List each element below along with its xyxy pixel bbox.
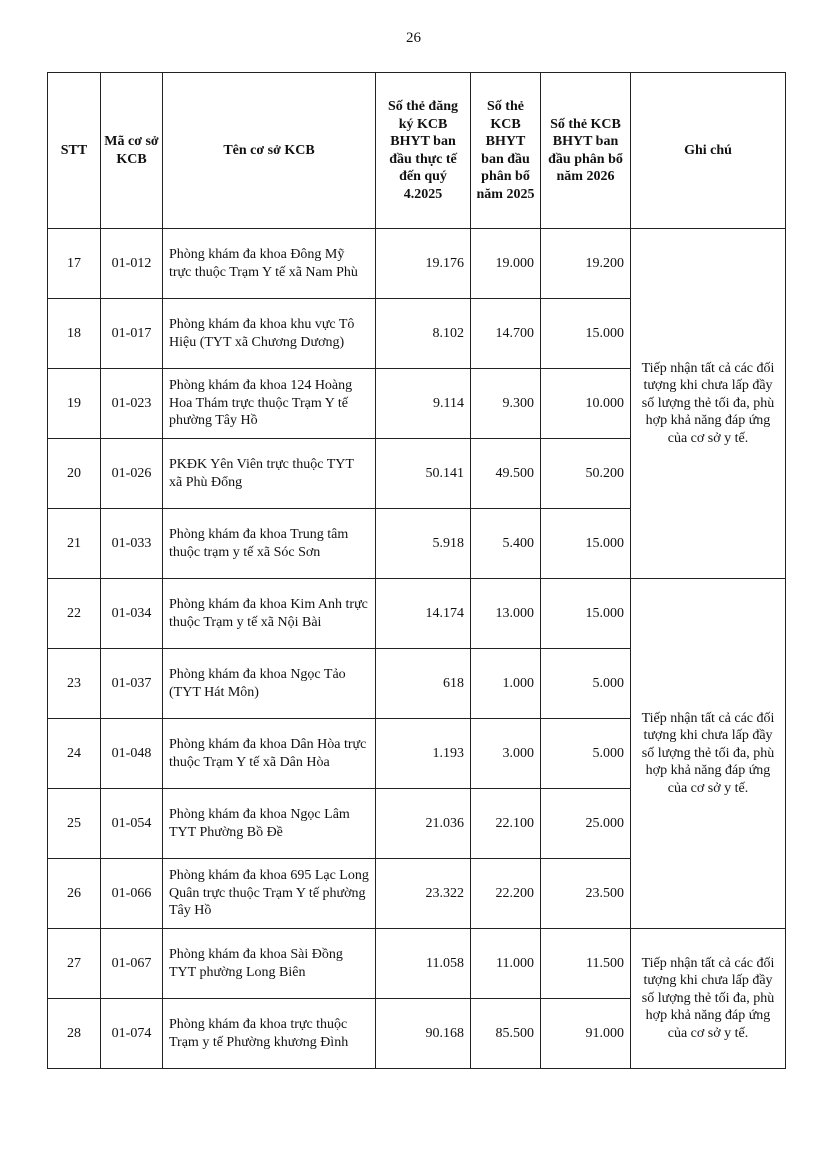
stt-cell: 18 (48, 299, 101, 369)
note-cell: Tiếp nhận tất cả các đối tượng khi chưa lấp đầy số lượng thẻ tối đa, phù hợp khả năng đáp ứng của cơ sở y tế. (631, 579, 786, 929)
registered-cards-cell: 8.102 (376, 299, 471, 369)
table-body (48, 229, 786, 1069)
allocated-2026-cell: 15.000 (541, 299, 631, 369)
registered-cards-cell: 11.058 (376, 929, 471, 999)
allocated-2025-cell: 22.100 (471, 789, 541, 859)
facility-name-cell: Phòng khám đa khoa Ngọc Lâm TYT Phường Bồ Đề (163, 789, 376, 859)
facility-name-cell: Phòng khám đa khoa 124 Hoàng Hoa Thám trực thuộc Trạm Y tế phường Tây Hồ (163, 369, 376, 439)
stt-cell: 21 (48, 509, 101, 579)
table-header (48, 73, 786, 229)
registered-cards-cell: 9.114 (376, 369, 471, 439)
allocated-2025-cell: 22.200 (471, 859, 541, 929)
allocated-2025-cell: 85.500 (471, 999, 541, 1069)
facility-code-cell: 01-034 (101, 579, 163, 649)
registered-cards-cell: 21.036 (376, 789, 471, 859)
facility-code-cell: 01-066 (101, 859, 163, 929)
facility-name-cell: Phòng khám đa khoa Đông Mỹ trực thuộc Trạm Y tế xã Nam Phù (163, 229, 376, 299)
stt-cell: 28 (48, 999, 101, 1069)
stt-cell: 23 (48, 649, 101, 719)
allocated-2026-cell: 5.000 (541, 649, 631, 719)
stt-cell: 24 (48, 719, 101, 789)
allocated-2026-cell: 19.200 (541, 229, 631, 299)
header-allocated-2025: Số thẻ KCB BHYT ban đầu phân bổ năm 2025 (471, 73, 541, 229)
facility-name-cell: Phòng khám đa khoa Trung tâm thuộc trạm y tế xã Sóc Sơn (163, 509, 376, 579)
allocated-2025-cell: 49.500 (471, 439, 541, 509)
facility-code-cell: 01-033 (101, 509, 163, 579)
page-number: 26 (406, 30, 421, 46)
facility-code-cell: 01-023 (101, 369, 163, 439)
allocated-2026-cell: 10.000 (541, 369, 631, 439)
header-facility-name: Tên cơ sở KCB (163, 73, 376, 229)
facility-code-cell: 01-017 (101, 299, 163, 369)
facility-code-cell: 01-054 (101, 789, 163, 859)
kcb-facilities-table (47, 72, 786, 1069)
stt-cell: 19 (48, 369, 101, 439)
facility-name-cell: Phòng khám đa khoa trực thuộc Trạm y tế Phường khương Đình (163, 999, 376, 1069)
registered-cards-cell: 23.322 (376, 859, 471, 929)
table-row (48, 229, 786, 299)
stt-cell: 25 (48, 789, 101, 859)
allocated-2026-cell: 23.500 (541, 859, 631, 929)
stt-cell: 22 (48, 579, 101, 649)
allocated-2025-cell: 3.000 (471, 719, 541, 789)
allocated-2025-cell: 11.000 (471, 929, 541, 999)
facility-name-cell: Phòng khám đa khoa Ngọc Tảo (TYT Hát Môn) (163, 649, 376, 719)
allocated-2026-cell: 15.000 (541, 509, 631, 579)
stt-cell: 26 (48, 859, 101, 929)
facility-code-cell: 01-037 (101, 649, 163, 719)
facility-code-cell: 01-012 (101, 229, 163, 299)
registered-cards-cell: 19.176 (376, 229, 471, 299)
stt-cell: 20 (48, 439, 101, 509)
allocated-2025-cell: 1.000 (471, 649, 541, 719)
registered-cards-cell: 5.918 (376, 509, 471, 579)
allocated-2025-cell: 14.700 (471, 299, 541, 369)
facility-code-cell: 01-026 (101, 439, 163, 509)
table-row (48, 929, 786, 999)
facility-code-cell: 01-067 (101, 929, 163, 999)
header-allocated-2026: Số thẻ KCB BHYT ban đầu phân bổ năm 2026 (541, 73, 631, 229)
facility-code-cell: 01-048 (101, 719, 163, 789)
stt-cell: 17 (48, 229, 101, 299)
registered-cards-cell: 90.168 (376, 999, 471, 1069)
header-row (48, 73, 786, 229)
allocated-2025-cell: 5.400 (471, 509, 541, 579)
facility-code-cell: 01-074 (101, 999, 163, 1069)
allocated-2025-cell: 9.300 (471, 369, 541, 439)
facility-name-cell: PKĐK Yên Viên trực thuộc TYT xã Phù Đổng (163, 439, 376, 509)
header-notes: Ghi chú (631, 73, 786, 229)
registered-cards-cell: 618 (376, 649, 471, 719)
stt-cell: 27 (48, 929, 101, 999)
allocated-2025-cell: 19.000 (471, 229, 541, 299)
facility-name-cell: Phòng khám đa khoa Dân Hòa trực thuộc Trạm Y tế xã Dân Hòa (163, 719, 376, 789)
facility-name-cell: Phòng khám đa khoa Kim Anh trực thuộc Trạm y tế xã Nội Bài (163, 579, 376, 649)
allocated-2026-cell: 5.000 (541, 719, 631, 789)
registered-cards-cell: 1.193 (376, 719, 471, 789)
allocated-2026-cell: 11.500 (541, 929, 631, 999)
header-registered-cards: Số thẻ đăng ký KCB BHYT ban đầu thực tế đến quý 4.2025 (376, 73, 471, 229)
facility-name-cell: Phòng khám đa khoa khu vực Tô Hiệu (TYT xã Chương Dương) (163, 299, 376, 369)
allocated-2026-cell: 15.000 (541, 579, 631, 649)
allocated-2025-cell: 13.000 (471, 579, 541, 649)
allocated-2026-cell: 25.000 (541, 789, 631, 859)
allocated-2026-cell: 50.200 (541, 439, 631, 509)
note-cell: Tiếp nhận tất cả các đối tượng khi chưa lấp đầy số lượng thẻ tối đa, phù hợp khả năng đáp ứng của cơ sở y tế. (631, 229, 786, 579)
facility-name-cell: Phòng khám đa khoa Sài Đồng TYT phường Long Biên (163, 929, 376, 999)
registered-cards-cell: 50.141 (376, 439, 471, 509)
table-row (48, 579, 786, 649)
allocated-2026-cell: 91.000 (541, 999, 631, 1069)
header-facility-code: Mã cơ sở KCB (101, 73, 163, 229)
registered-cards-cell: 14.174 (376, 579, 471, 649)
note-cell: Tiếp nhận tất cả các đối tượng khi chưa lấp đầy số lượng thẻ tối đa, phù hợp khả năng đáp ứng của cơ sở y tế. (631, 929, 786, 1069)
header-stt: STT (48, 73, 101, 229)
facility-name-cell: Phòng khám đa khoa 695 Lạc Long Quân trực thuộc Trạm Y tế phường Tây Hồ (163, 859, 376, 929)
